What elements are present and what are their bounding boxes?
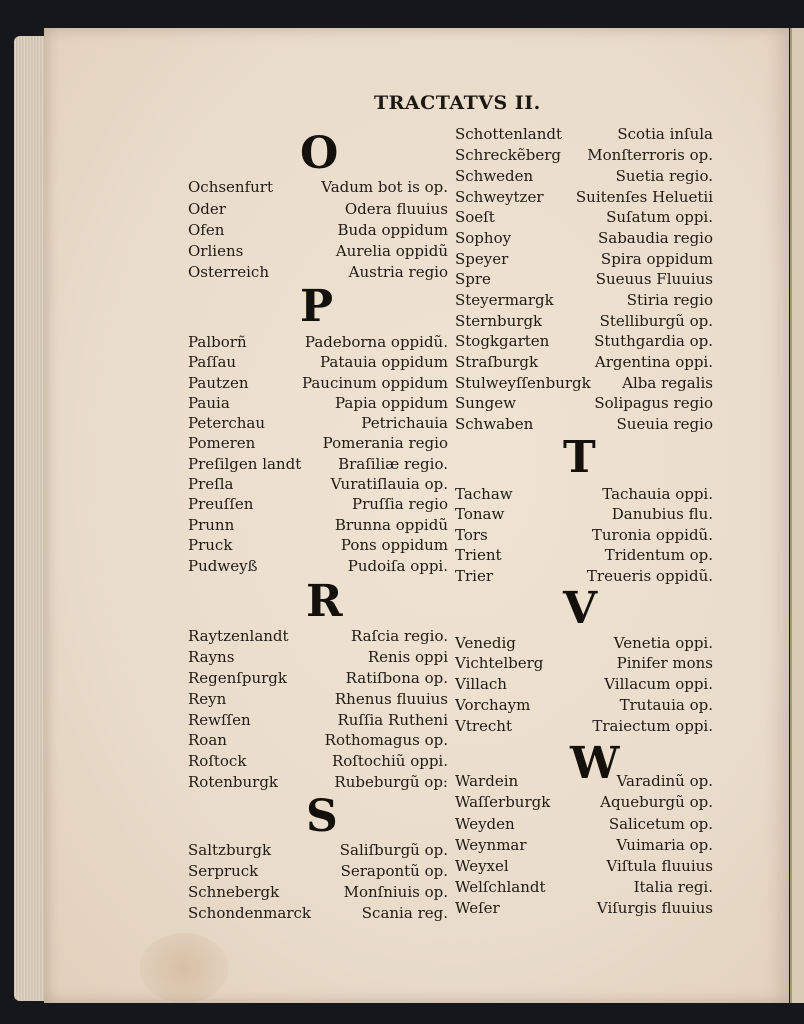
latin-place-name: Braſiliæ regio. (338, 455, 448, 473)
gazetteer-entry (188, 454, 448, 474)
gazetteer-entry (188, 626, 448, 646)
german-place-name: Villach (455, 675, 507, 693)
latin-place-name: Ratiſbona op. (345, 669, 448, 687)
gazetteer-entry (455, 331, 713, 351)
gazetteer-entry (188, 772, 448, 792)
latin-place-name: Solipagus regio (594, 394, 713, 412)
latin-place-name: Tridentum op. (604, 546, 713, 564)
latin-place-name: Rothomagus op. (324, 731, 448, 749)
latin-place-name: Sueuia regio (616, 415, 713, 433)
latin-place-name: Viſtula fluuius (606, 857, 713, 875)
gazetteer-entry (188, 840, 448, 860)
gazetteer-entry (455, 653, 713, 673)
latin-place-name: Turonia oppidũ. (591, 526, 713, 544)
german-place-name: Serpruck (188, 862, 259, 880)
latin-place-name: Sueuus Fluuius (595, 270, 713, 288)
latin-place-name: Ruſſia Rutheni (337, 711, 448, 729)
german-place-name: Pudweyß (188, 557, 258, 575)
latin-place-name: Spira oppidum (600, 250, 713, 268)
latin-place-name: Sabaudia regio (597, 229, 713, 247)
german-place-name: Weſer (455, 899, 500, 917)
gazetteer-entry (455, 290, 713, 310)
gazetteer-entry (455, 771, 713, 791)
latin-place-name: Vuimaria op. (616, 836, 713, 854)
german-place-name: Schweden (455, 167, 534, 185)
german-place-name: Spre (455, 270, 491, 288)
gazetteer-entry (188, 474, 448, 494)
german-place-name: Speyer (455, 250, 509, 268)
latin-place-name: Monſterroris op. (587, 146, 713, 164)
german-place-name: Rotenburgk (188, 773, 279, 791)
gazetteer-entry (188, 882, 448, 902)
gazetteer-entry (455, 856, 713, 876)
german-place-name: Regenſpurgk (188, 669, 287, 687)
gazetteer-entry (188, 861, 448, 881)
latin-place-name: Stiria regio (626, 291, 713, 309)
latin-place-name: Venetia oppi. (613, 634, 713, 652)
german-place-name: Stulweyſſenburgk (455, 374, 591, 392)
section-initial-r: R (306, 576, 343, 627)
gazetteer-entry (455, 352, 713, 372)
german-place-name: Sternburgk (455, 312, 543, 330)
gazetteer-entry (455, 166, 713, 186)
latin-place-name: Stelliburgũ op. (599, 312, 713, 330)
german-place-name: Paſſau (188, 353, 237, 371)
latin-place-name: Argentina oppi. (594, 353, 713, 371)
german-place-name: Pauia (188, 394, 230, 412)
german-place-name: Venedig (455, 634, 516, 652)
german-place-name: Trient (455, 546, 502, 564)
latin-place-name: Odera fluuius (344, 200, 448, 218)
german-place-name: Sungew (455, 394, 516, 412)
german-place-name: Ofen (188, 221, 225, 239)
latin-place-name: Vadum bot is op. (321, 178, 448, 196)
section-initial-s: S (306, 791, 338, 842)
german-place-name: Soeſt (455, 208, 495, 226)
section-initial-t: T (563, 432, 596, 483)
latin-place-name: Vuratiſlauia op. (330, 475, 448, 493)
gazetteer-entry (188, 413, 448, 433)
gazetteer-entry (188, 751, 448, 771)
german-place-name: Roſtock (188, 752, 247, 770)
gazetteer-entry (188, 647, 448, 667)
gazetteer-entry (455, 269, 713, 289)
latin-place-name: Treueris oppidũ. (586, 567, 713, 585)
gazetteer-entry (455, 393, 713, 413)
latin-place-name: Villacum oppi. (604, 675, 713, 693)
gazetteer-entry (455, 249, 713, 269)
gazetteer-entry (455, 187, 713, 207)
facing-page-edge (790, 28, 804, 1003)
latin-place-name: Serapontũ op. (340, 862, 448, 880)
gazetteer-entry (455, 792, 713, 812)
latin-place-name: Scania reg. (361, 904, 448, 922)
latin-place-name: Renis oppi (367, 648, 448, 666)
german-place-name: Peterchau (188, 414, 266, 432)
latin-place-name: Alba regalis (622, 374, 713, 392)
latin-place-name: Pomerania regio (322, 434, 448, 452)
german-place-name: Raytzenlandt (188, 627, 289, 645)
gazetteer-entry (188, 433, 448, 453)
german-place-name: Prunn (188, 516, 235, 534)
german-place-name: Vtrecht (455, 717, 512, 735)
gazetteer-entry (455, 373, 713, 393)
german-place-name: Weyxel (455, 857, 509, 875)
gazetteer-entry (455, 898, 713, 918)
gazetteer-entry (455, 877, 713, 897)
gazetteer-entry (188, 199, 448, 219)
gazetteer-entry (455, 484, 713, 504)
gazetteer-entry (188, 515, 448, 535)
gazetteer-entry (188, 177, 448, 197)
german-place-name: Schnebergk (188, 883, 280, 901)
section-initial-o: O (300, 128, 339, 179)
latin-place-name: Varadinũ op. (616, 772, 713, 790)
german-place-name: Weyden (455, 815, 515, 833)
latin-place-name: Aurelia oppidũ (335, 242, 448, 260)
german-place-name: Schottenlandt (455, 125, 562, 143)
latin-place-name: Italia regi. (633, 878, 713, 896)
latin-place-name: Viſurgis fluuius (596, 899, 713, 917)
gazetteer-entry (455, 633, 713, 653)
latin-place-name: Pons oppidum (340, 536, 448, 554)
german-place-name: Rewſſen (188, 711, 251, 729)
german-place-name: Preſilgen landt (188, 455, 302, 473)
german-place-name: Saltzburgk (188, 841, 272, 859)
gazetteer-entry (188, 689, 448, 709)
section-initial-w: W (570, 738, 620, 789)
gazetteer-entry (188, 730, 448, 750)
gazetteer-entry (188, 352, 448, 372)
latin-place-name: Pudoiſa oppi. (347, 557, 448, 575)
german-place-name: Vorchaym (455, 696, 531, 714)
latin-place-name: Padeborna oppidũ. (304, 333, 448, 351)
page-header: TRACTATVS II. (374, 92, 541, 114)
german-place-name: Tonaw (455, 505, 505, 523)
gazetteer-entry (455, 674, 713, 694)
german-place-name: Preſla (188, 475, 234, 493)
german-place-name: Tachaw (455, 485, 513, 503)
latin-place-name: Patauia oppidum (319, 353, 448, 371)
gazetteer-entry (188, 393, 448, 413)
latin-place-name: Paucinum oppidum (301, 374, 448, 392)
gazetteer-entry (455, 124, 713, 144)
latin-place-name: Trutauia op. (619, 696, 713, 714)
german-place-name: Rayns (188, 648, 235, 666)
gazetteer-entry (455, 545, 713, 565)
gazetteer-entry (455, 814, 713, 834)
gazetteer-entry (188, 241, 448, 261)
gazetteer-entry (455, 695, 713, 715)
german-place-name: Schweytzer (455, 188, 544, 206)
latin-place-name: Tachauia oppi. (602, 485, 713, 503)
gazetteer-entry (188, 710, 448, 730)
latin-place-name: Salicetum op. (608, 815, 713, 833)
latin-place-name: Suitenſes Heluetii (575, 188, 713, 206)
gazetteer-entry (455, 504, 713, 524)
latin-place-name: Danubius flu. (611, 505, 713, 523)
latin-place-name: Suetia regio. (615, 167, 713, 185)
gazetteer-entry (188, 373, 448, 393)
german-place-name: Pomeren (188, 434, 256, 452)
latin-place-name: Traiectum oppi. (592, 717, 713, 735)
latin-place-name: Austria regio (348, 263, 448, 281)
german-place-name: Welſchlandt (455, 878, 546, 896)
latin-place-name: Monſniuis op. (343, 883, 448, 901)
gazetteer-entry (188, 535, 448, 555)
german-place-name: Weynmar (455, 836, 527, 854)
latin-place-name: Rubeburgũ op: (334, 773, 448, 791)
gazetteer-entry (188, 668, 448, 688)
german-place-name: Roan (188, 731, 227, 749)
german-place-name: Pautzen (188, 374, 249, 392)
gazetteer-entry (455, 228, 713, 248)
gazetteer-entry (188, 556, 448, 576)
german-place-name: Schreckẽberg (455, 146, 562, 164)
gazetteer-entry (455, 835, 713, 855)
german-place-name: Palborñ (188, 333, 247, 351)
latin-place-name: Raſcia regio. (350, 627, 448, 645)
german-place-name: Schondenmarck (188, 904, 311, 922)
german-place-name: Oder (188, 200, 226, 218)
latin-place-name: Saliſburgũ op. (339, 841, 448, 859)
latin-place-name: Rhenus fluuius (334, 690, 448, 708)
gazetteer-entry (188, 220, 448, 240)
german-place-name: Trier (455, 567, 494, 585)
gazetteer-entry (188, 262, 448, 282)
german-place-name: Preuſſen (188, 495, 254, 513)
latin-place-name: Buda oppidum (337, 221, 448, 239)
german-place-name: Wardein (455, 772, 519, 790)
latin-place-name: Pinifer mons (616, 654, 713, 672)
german-place-name: Ochsenfurt (188, 178, 274, 196)
section-initial-p: P (300, 281, 334, 332)
german-place-name: Vichtelberg (455, 654, 544, 672)
latin-place-name: Stuthgardia op. (594, 332, 713, 350)
latin-place-name: Pruſſia regio (351, 495, 448, 513)
german-place-name: Orliens (188, 242, 244, 260)
german-place-name: Steyermargk (455, 291, 554, 309)
german-place-name: Schwaben (455, 415, 534, 433)
german-place-name: Waſſerburgk (455, 793, 551, 811)
latin-place-name: Scotia inſula (617, 125, 713, 143)
gazetteer-entry (455, 414, 713, 434)
latin-place-name: Suſatum oppi. (606, 208, 713, 226)
gazetteer-entry (188, 903, 448, 923)
gazetteer-entry (455, 311, 713, 331)
gazetteer-entry (455, 207, 713, 227)
gazetteer-entry (455, 145, 713, 165)
gazetteer-entry (455, 716, 713, 736)
gazetteer-entry (455, 525, 713, 545)
section-initial-v: V (563, 583, 598, 634)
latin-place-name: Brunna oppidũ (334, 516, 448, 534)
latin-place-name: Roſtochiũ oppi. (331, 752, 448, 770)
latin-place-name: Petrichauia (361, 414, 448, 432)
german-place-name: Osterreich (188, 263, 269, 281)
german-place-name: Straſburgk (455, 353, 539, 371)
german-place-name: Stogkgarten (455, 332, 550, 350)
german-place-name: Pruck (188, 536, 233, 554)
german-place-name: Tors (455, 526, 488, 544)
german-place-name: Reyn (188, 690, 227, 708)
latin-place-name: Aqueburgũ op. (600, 793, 713, 811)
latin-place-name: Papia oppidum (335, 394, 448, 412)
german-place-name: Sophoy (455, 229, 512, 247)
gazetteer-entry (188, 494, 448, 514)
paper-stain (139, 933, 229, 1003)
gazetteer-entry (188, 332, 448, 352)
